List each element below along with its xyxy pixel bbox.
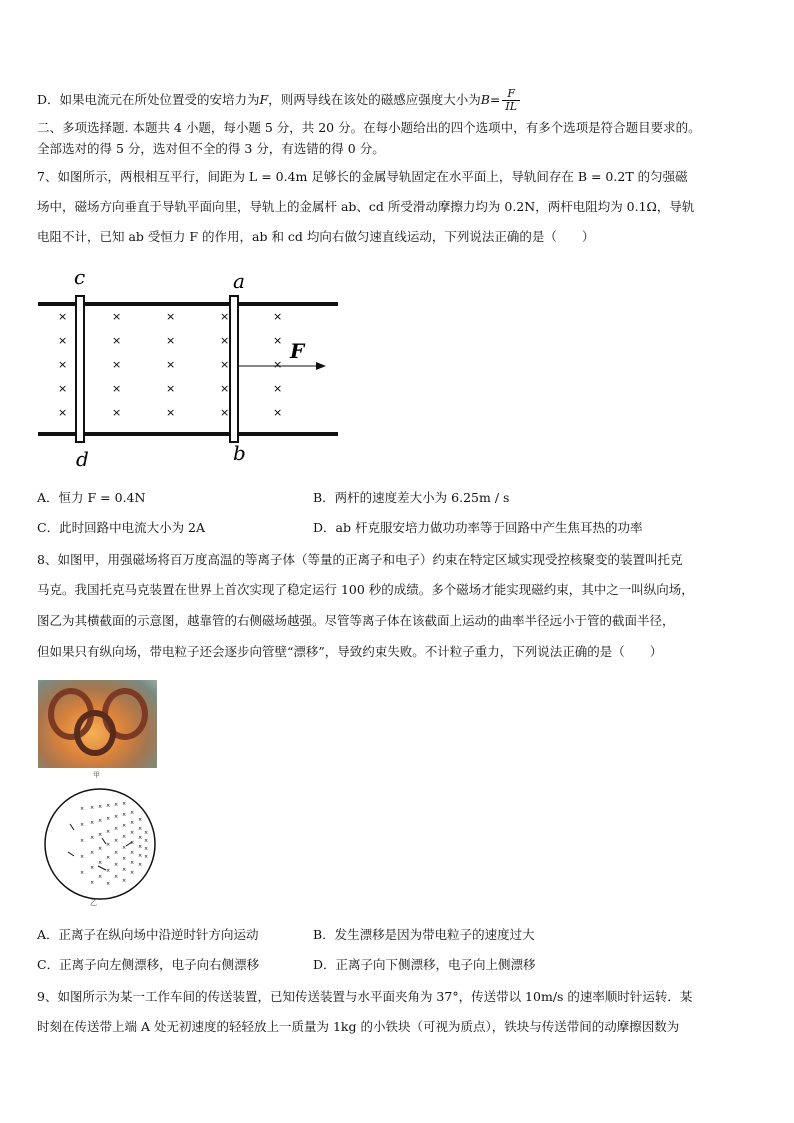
q6-frac-num: F [507, 87, 516, 100]
q8-option-b: B．发生漂移是因为带电粒子的速度过大 [313, 927, 535, 942]
tube-field-cross: × [130, 840, 135, 846]
field-cross: × [166, 334, 176, 347]
q6-option-d-F: F [259, 92, 269, 107]
particle-track-1 [70, 824, 74, 830]
field-cross: × [220, 334, 230, 347]
tube-field-cross: × [114, 838, 119, 844]
tube-field-cross: × [122, 812, 127, 818]
field-cross: × [166, 310, 176, 323]
tube-field-cross: × [138, 817, 143, 823]
tube-cross-section [40, 786, 165, 908]
tube-field-cross: × [114, 862, 119, 868]
q6-fraction [502, 88, 520, 113]
tube-field-cross: × [138, 853, 143, 859]
tube-field-cross: × [98, 832, 103, 838]
q9-line2: 时刻在传送带上端 A 处无初速度的轻轻放上一质量为 1kg 的小铁块（可视为质点），铁块与传送带间的动摩擦因数为 [37, 1019, 680, 1034]
q8-line1: 8、如图甲，用强磁场将百万度高温的等离子体（等量的正离子和电子）约束在特定区域实现受控核聚变的装置叫托克 [37, 552, 683, 567]
label-F: F [290, 339, 305, 363]
tube-field-cross: × [130, 810, 135, 816]
tube-field-cross: × [106, 816, 111, 822]
q7-option-a: A．恒力 F = 0.4N [37, 490, 146, 505]
q6-option-d-prefix: D．如果电流元在所处位置受的安培力为 [37, 92, 260, 107]
field-cross: × [166, 382, 176, 395]
tube-field-cross: × [122, 856, 127, 862]
q6-option-d [37, 88, 520, 113]
tube-field-cross: × [138, 844, 143, 850]
tube-field-cross: × [106, 855, 111, 861]
field-cross: × [112, 310, 122, 323]
label-a: a [233, 269, 245, 293]
q7-line2: 场中，磁场方向垂直于导轨平面向里，导轨上的金属杆 ab、cd 所受滑动摩擦力均为 0.2N，两杆电阻均为 0.1Ω，导轨 [37, 199, 695, 214]
tube-field-cross: × [122, 845, 127, 851]
q6-option-d-B: B= [480, 92, 501, 107]
tube-field-cross: × [90, 850, 95, 856]
field-cross: × [58, 358, 68, 371]
tokamak-photo [38, 680, 157, 768]
tube-field-cross: × [106, 868, 111, 874]
q7-line3: 电阻不计，已知 ab 受恒力 F 的作用，ab 和 cd 均向右做匀速直线运动，下列说法正确的是（ ） [37, 229, 595, 244]
q7-option-d: D．ab 杆克服安培力做功功率等于回路中产生焦耳热的功率 [313, 520, 643, 535]
tube-field-cross: × [130, 850, 135, 856]
tube-field-cross: × [106, 842, 111, 848]
rod-cd [76, 296, 84, 442]
tube-field-cross: × [144, 838, 149, 844]
tube-field-cross: × [114, 814, 119, 820]
field-cross: × [58, 310, 68, 323]
tube-field-cross: × [130, 860, 135, 866]
tube-field-cross: × [98, 804, 103, 810]
q8-option-a: A．正离子在纵向场中沿逆时针方向运动 [37, 927, 259, 942]
tube-field-cross: × [138, 862, 143, 868]
tube-field-cross: × [130, 870, 135, 876]
field-cross: × [112, 406, 122, 419]
tube-field-cross: × [122, 801, 127, 807]
q7-line1: 7、如图所示，两根相互平行，间距为 L = 0.4m 足够长的金属导轨固定在水平面上，导轨间存在 B = 0.2T 的匀强磁 [37, 169, 688, 184]
q8-line2: 马克。我国托克马克装置在世界上首次实现了稳定运行 100 秒的成绩。多个磁场才能实现磁约束，其中之一叫纵向场， [37, 582, 694, 597]
tube-field-cross: × [90, 805, 95, 811]
field-cross: × [58, 382, 68, 395]
tube-field-cross: × [98, 818, 103, 824]
field-cross: × [220, 310, 230, 323]
label-b: b [233, 441, 246, 465]
tube-field-cross: × [106, 803, 111, 809]
label-c: c [74, 265, 86, 289]
field-cross: × [58, 334, 68, 347]
field-cross: × [112, 334, 122, 347]
tube-field-cross: × [130, 830, 135, 836]
tube-field-cross: × [80, 870, 85, 876]
tube-field-cross: × [138, 835, 143, 841]
tube-field-cross: × [90, 835, 95, 841]
tube-field-cross: × [80, 854, 85, 860]
q7-rail-diagram [30, 264, 350, 474]
tube-field-cross: × [144, 846, 149, 852]
tube-field-cross: × [122, 823, 127, 829]
section2-line2: 全部选对的得 5 分，选对但不全的得 3 分，有选错的得 0 分。 [37, 141, 385, 156]
tube-field-cross: × [80, 838, 85, 844]
tube-field-cross: × [80, 822, 85, 828]
tube-field-cross: × [114, 826, 119, 832]
tube-field-cross: × [114, 850, 119, 856]
particle-track-4 [98, 866, 106, 870]
tube-field-cross: × [114, 874, 119, 880]
q9-line1: 9、如图所示为某一工作车间的传送装置，已知传送装置与水平面夹角为 37°，传送带以 10m/s 的速率顺时针运转．某 [37, 989, 693, 1004]
magnetic-field-crosses [58, 310, 282, 419]
tube-field-cross: × [144, 830, 149, 836]
section2-line1: 二、多项选择题. 本题共 4 小题，每小题 5 分，共 20 分。在每小题给出的四个选项中，有多个选项是符合题目要求的。 [37, 120, 701, 135]
rod-ab [230, 296, 238, 442]
field-cross: × [273, 382, 283, 395]
tube-field-cross: × [130, 820, 135, 826]
tube-field-cross: × [122, 834, 127, 840]
label-d: d [76, 447, 89, 471]
q8-option-d: D．正离子向下侧漂移，电子向上侧漂移 [313, 957, 536, 972]
field-cross: × [166, 406, 176, 419]
particle-track-3 [68, 852, 74, 856]
caption-jia: 甲 [93, 771, 100, 779]
field-cross: × [273, 334, 283, 347]
q7-option-c: C．此时回路中电流大小为 2A [37, 520, 206, 535]
tube-field-cross: × [90, 820, 95, 826]
particle-track-2 [102, 838, 106, 844]
field-cross: × [273, 358, 283, 371]
force-arrow-head [316, 362, 326, 370]
tube-field-cross: × [80, 806, 85, 812]
tube-field-cross: × [144, 854, 149, 860]
q8-line4: 但如果只有纵向场，带电粒子还会逐步向管壁“漂移”，导致约束失败。不计粒子重力，下列说法正确的是（ ） [37, 644, 663, 659]
tube-field-cross: × [122, 878, 127, 884]
field-cross: × [112, 382, 122, 395]
tube-field-cross: × [114, 802, 119, 808]
q7-option-b: B．两杆的速度差大小为 6.25m / s [313, 490, 510, 505]
q6-frac-den: IL [502, 100, 520, 113]
tube-field-cross: × [138, 826, 143, 832]
q8-line3: 图乙为其横截面的示意图，越靠管的右侧磁场越强。尽管等离子体在该截面上运动的曲率半径远小于管的截面半径， [37, 613, 675, 628]
field-cross: × [220, 406, 230, 419]
caption-yi: 乙 [90, 899, 97, 907]
tube-field-cross: × [98, 874, 103, 880]
tube-field-cross: × [90, 880, 95, 886]
q6-option-d-mid: ，则两导线在该处的磁感应强度大小为 [268, 92, 481, 107]
field-cross: × [166, 358, 176, 371]
field-cross: × [273, 310, 283, 323]
field-cross: × [58, 406, 68, 419]
tube-field-crosses [80, 801, 148, 887]
tube-field-cross: × [98, 846, 103, 852]
tube-field-cross: × [98, 860, 103, 866]
field-cross: × [112, 358, 122, 371]
q8-option-c: C．正离子向左侧漂移，电子向右侧漂移 [37, 957, 260, 972]
tube-field-cross: × [106, 881, 111, 887]
field-cross: × [220, 358, 230, 371]
tube-field-cross: × [90, 865, 95, 871]
tube-field-cross: × [106, 829, 111, 835]
field-cross: × [273, 406, 283, 419]
field-cross: × [220, 382, 230, 395]
tube-field-cross: × [122, 867, 127, 873]
